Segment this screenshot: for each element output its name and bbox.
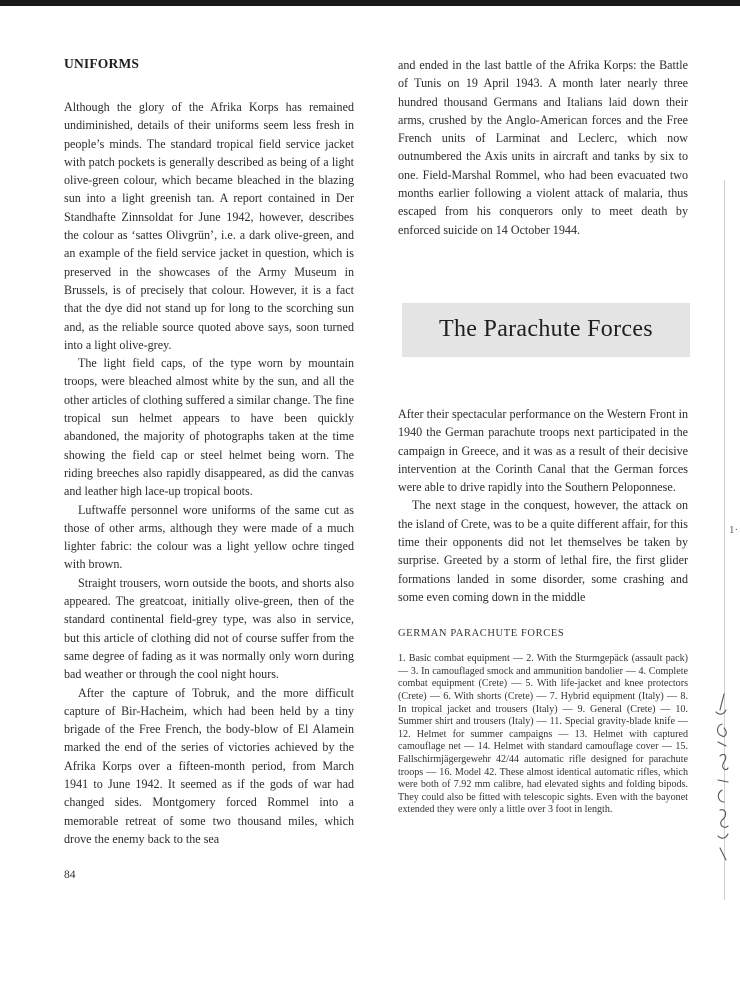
top-edge-bar: [0, 0, 740, 6]
margin-mark: 1·: [729, 524, 739, 536]
chapter-title-box: [402, 303, 690, 357]
paragraph-continuation: and ended in the last battle of the Afrika Korps: the Battle of Tunis on 19 April 1943. A month later nearly three hundred thousand Germans and Italians laid down their arms, crushed by the Anglo-American forces and the Free French units of Larminat and Leclerc, which now outnumbered the Axis units in aircraft and tanks by six to one. Field-Marshal Rommel, who had been evacuated two months earlier following a violent attack of malaria, thus escaped from his conquerors only to meet death by enforced suicide on 14 October 1944.: [398, 58, 688, 237]
right-column: [398, 56, 688, 817]
chapter-title: The Parachute Forces: [439, 316, 653, 343]
uniforms-heading: UNIFORMS: [64, 56, 140, 71]
handwritten-signature: [706, 690, 736, 870]
paragraph-parachute-2: The next stage in the conquest, however, the attack on the island of Crete, was to be a quite different affair, for this time their opponents did not let themselves be taken by surprise. Greeted by a storm of lethal fire, the first glider formations landed in some disorder, some crashing and some even coming down in the middle: [398, 498, 688, 604]
page-number: 84: [64, 869, 76, 881]
paragraph-uniforms-3: Luftwaffe personnel wore uniforms of the same cut as those of other arms, although they were made of a much lighter fabric: the colour was a light yellow ochre tinged with brown.: [64, 502, 354, 572]
paragraph-uniforms-2: The light field caps, of the type worn by mountain troops, were bleached almost white by the sun, and all the other articles of clothing suffered a similar change. The fine tropical sun helmet appears to have been quickly abandoned, the majority of photographs taken at the time showing the field cap or steel helmet being worn. The riding breeches also rapidly disappeared, as did the canvas and leather high lace-up tropical boots.: [64, 356, 354, 499]
caption-heading: GERMAN PARACHUTE FORCES: [398, 628, 565, 640]
left-column: [64, 56, 354, 848]
caption-text: 1. Basic combat equipment — 2. With the Sturmgepäck (assault pack) — 3. In camouflaged smock and ammunition bandolier — 4. Complete combat equipment (Crete) — 5. With life-jacket and knee protectors (Crete) — 6. With shorts (Crete) — 7. Hybrid equipment (Italy) — 8. In tropical jacket and trousers (Italy) — 9. General (Crete) — 10. Summer shirt and trousers (Italy) — 11. Special gravity-blade knife — 12. Helmet for summer campaigns — 13. Helmet with captured camouflage net — 14. Helmet with standard camouflage cover — 15. Fallschirmjägergewehr 42/44 automatic rifle designed for parachute troops — 16. Model 42. These almost identical automatic rifles, which were both of 7.92 mm calibre, had elevated sights and folding bipods. They could also be fitted with telescopic sights. Even with the bayonet extended they were only a little over 3 foot in length.: [398, 653, 688, 816]
paragraph-uniforms-5: After the capture of Tobruk, and the more difficult capture of Bir-Hacheim, which had been held by a tiny brigade of the Free French, the body-blow of El Alamein marked the end of the series of victories achieved by the Afrika Korps over a fifteen-month period, from March 1941 to June 1942. It seemed as if the gods of war had changed sides. Montgomery forced Rommel into a memorable retreat of some two thousand miles, which drove the enemy back to the sea: [64, 685, 354, 846]
paragraph-uniforms-1: Although the glory of the Afrika Korps has remained undiminished, details of their uniforms seem less fresh in people’s minds. The standard tropical field service jacket with patch pockets is generally described as being of a light olive-green colour, which became bleached in the blazing sun into a light greenish tan. A report contained in Der Standhafte Zinnsoldat for June 1942, however, describes the colour as ‘sattes Olivgrün’, i.e. a dark olive-green, and an example of the field service jacket in question, which is preserved in the showcases of the Army Museum in Brussels, is of precisely that colour. However, it is a fact that the dye did not stand up for long to the scorching sun and, as the reliable source quoted above says, soon turned into a light olive-grey.: [64, 100, 354, 352]
paragraph-parachute-1: After their spectacular performance on the Western Front in 1940 the German parachute troops next participated in the campaign in Greece, and it was as a result of their decisive intervention at the Corinth Canal that the German forces were able to drive rapidly into the Southern Peloponnese.: [398, 406, 688, 495]
paragraph-uniforms-4: Straight trousers, worn outside the boots, and shorts also appeared. The greatcoat, initially olive-green, then of the standard continental field-grey type, was also in service, but this article of clothing did not of course suffer from the same degree of fading as it was normally only worn during bad weather or through the cool night hours.: [64, 575, 354, 682]
